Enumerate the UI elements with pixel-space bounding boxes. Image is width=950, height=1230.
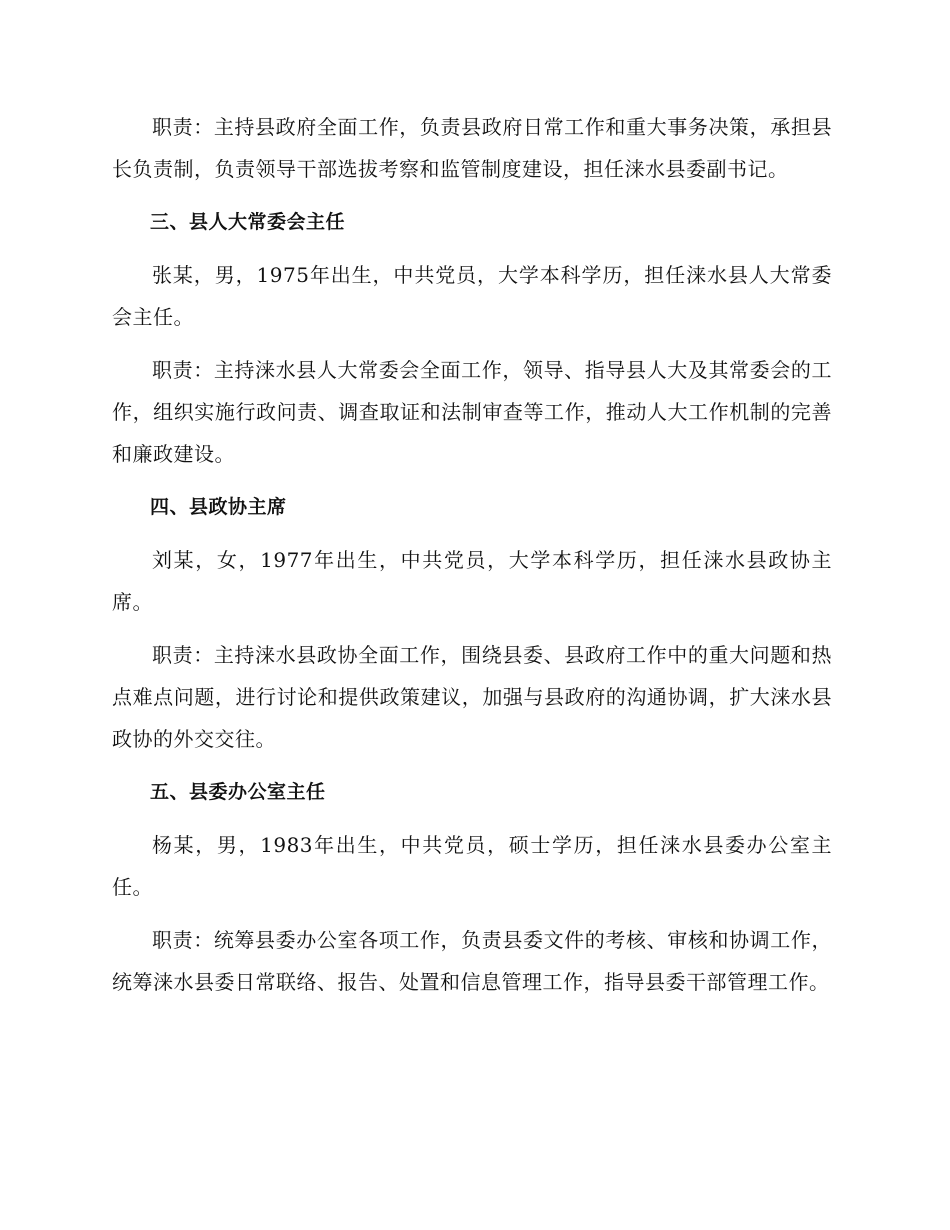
document-page: [112, 106, 832, 1014]
profile-office-director: 杨某，男，1983年出生，中共党员，硕士学历，担任涞水县委办公室主任。: [112, 833, 832, 899]
heading-cppcc-chair: 四、县政协主席: [150, 496, 287, 518]
profile-cppcc-chair: 刘某，女，1977年出生，中共党员，大学本科学历，担任涞水县政协主席。: [112, 548, 832, 614]
heading-npc-director: 三、县人大常委会主任: [150, 211, 346, 233]
duty-office-director: 职责：统筹县委办公室各项工作，负责县委文件的考核、审核和协调工作，统筹涞水县委日常联络、报告、处置和信息管理工作，指导县委干部管理工作。: [112, 928, 832, 994]
duty-county-magistrate: 职责：主持县政府全面工作，负责县政府日常工作和重大事务决策，承担县长负责制，负责领导干部选拔考察和监管制度建设，担任涞水县委副书记。: [112, 115, 832, 181]
profile-npc-director: 张某，男，1975年出生，中共党员，大学本科学历，担任涞水县人大常委会主任。: [112, 263, 832, 329]
heading-office-director: 五、县委办公室主任: [150, 781, 326, 803]
duty-cppcc-chair: 职责：主持涞水县政协全面工作，围绕县委、县政府工作中的重大问题和热点难点问题，进行讨论和提供政策建议，加强与县政府的沟通协调，扩大涞水县政协的外交交往。: [112, 643, 832, 751]
duty-npc-director: 职责：主持涞水县人大常委会全面工作，领导、指导县人大及其常委会的工作，组织实施行政问责、调查取证和法制审查等工作，推动人大工作机制的完善和廉政建设。: [112, 358, 832, 466]
